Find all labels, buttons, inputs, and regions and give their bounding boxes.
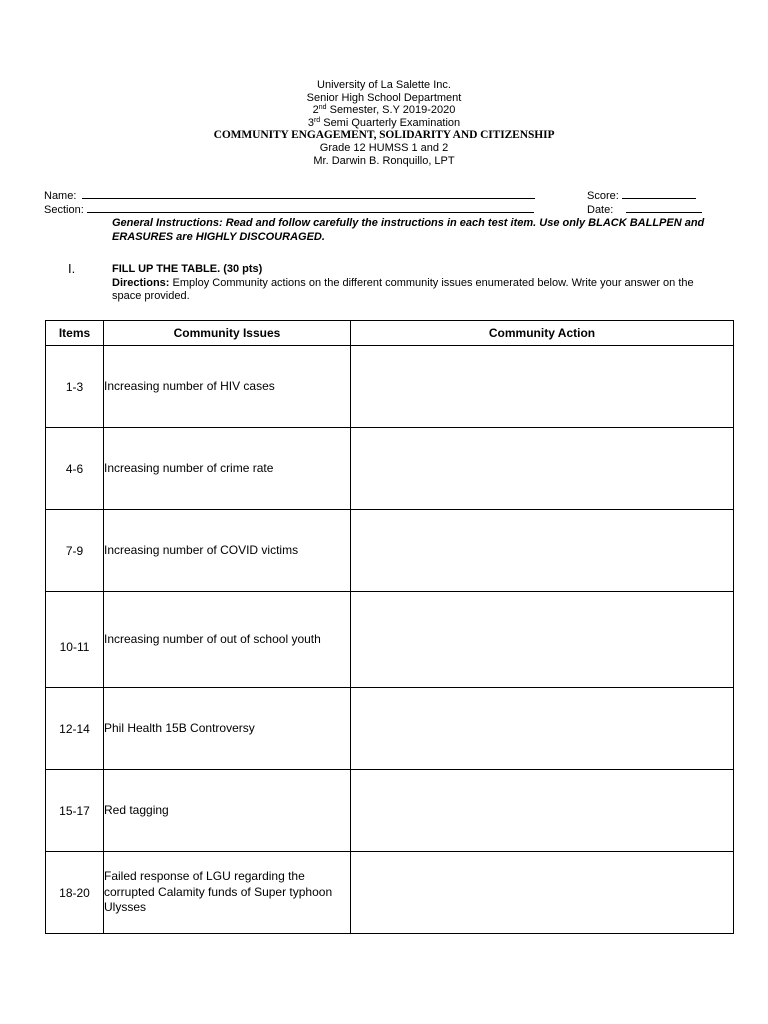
teacher-line: Mr. Darwin B. Ronquillo, LPT — [313, 154, 455, 167]
grade-line: Grade 12 HUMSS 1 and 2 — [319, 141, 449, 154]
score-blank[interactable] — [622, 189, 696, 199]
item-number: 4-6 — [46, 428, 104, 510]
column-header-items: Items — [46, 321, 104, 346]
item-number: 15-17 — [46, 770, 104, 852]
part-title: FILL UP THE TABLE. (30 pts) — [112, 263, 263, 275]
community-issue: Increasing number of out of school youth — [104, 592, 351, 688]
column-header-issues: Community Issues — [104, 321, 351, 346]
section-blank[interactable] — [87, 203, 534, 213]
general-instructions: General Instructions: Read and follow carefully the instructions in each test item. Use only BLACK BALLPEN and ERASURES are HIGHLY DISCOURAGED. — [112, 217, 705, 243]
community-action-answer[interactable] — [351, 510, 734, 592]
item-number: 10-11 — [46, 592, 104, 688]
item-number: 18-20 — [46, 852, 104, 934]
part-numeral: I. — [68, 261, 76, 276]
name-label: Name: — [44, 190, 77, 202]
table-header-row — [46, 321, 734, 346]
community-issue: Increasing number of COVID victims — [104, 510, 351, 592]
community-issue: Increasing number of crime rate — [104, 428, 351, 510]
table-row — [46, 688, 734, 770]
community-action-answer[interactable] — [351, 592, 734, 688]
item-number: 7-9 — [46, 510, 104, 592]
community-action-answer[interactable] — [351, 428, 734, 510]
table-row — [46, 346, 734, 428]
name-blank[interactable] — [82, 189, 535, 199]
name-field[interactable] — [44, 189, 535, 202]
table-row — [46, 770, 734, 852]
community-action-answer[interactable] — [351, 852, 734, 934]
community-issue: Failed response of LGU regarding the corrupted Calamity funds of Super typhoon Ulysses — [104, 852, 351, 934]
table-row — [46, 428, 734, 510]
directions-text: Employ Community actions on the different community issues enumerated below. Write your answer on the space provided. — [112, 277, 694, 302]
subject-title: COMMUNITY ENGAGEMENT, SOLIDARITY AND CITIZENSHIP — [213, 129, 555, 142]
date-blank[interactable] — [626, 203, 702, 213]
table-row — [46, 592, 734, 688]
community-action-answer[interactable] — [351, 688, 734, 770]
section-label: Section: — [44, 204, 84, 216]
community-issue: Increasing number of HIV cases — [104, 346, 351, 428]
institution-name: University of La Salette Inc. — [317, 79, 451, 91]
part-directions — [112, 277, 722, 302]
semester-line: 2nd Semester, S.Y 2019-2020 — [312, 104, 456, 117]
directions-label: Directions: — [112, 277, 170, 289]
community-action-answer[interactable] — [351, 346, 734, 428]
date-field[interactable] — [587, 203, 702, 216]
community-issue: Phil Health 15B Controversy — [104, 688, 351, 770]
column-header-action: Community Action — [351, 321, 734, 346]
date-label: Date: — [587, 204, 614, 216]
table-row — [46, 852, 734, 934]
department-name: Senior High School Department — [306, 91, 462, 104]
exam-line: 3rd Semi Quarterly Examination — [307, 116, 461, 129]
section-field[interactable] — [44, 203, 534, 216]
item-number: 1-3 — [46, 346, 104, 428]
exam-header — [0, 79, 768, 167]
score-field[interactable] — [587, 189, 696, 202]
community-action-answer[interactable] — [351, 770, 734, 852]
community-issue: Red tagging — [104, 770, 351, 852]
answer-table — [45, 320, 734, 934]
item-number: 12-14 — [46, 688, 104, 770]
table-row — [46, 510, 734, 592]
score-label: Score: — [587, 190, 619, 202]
